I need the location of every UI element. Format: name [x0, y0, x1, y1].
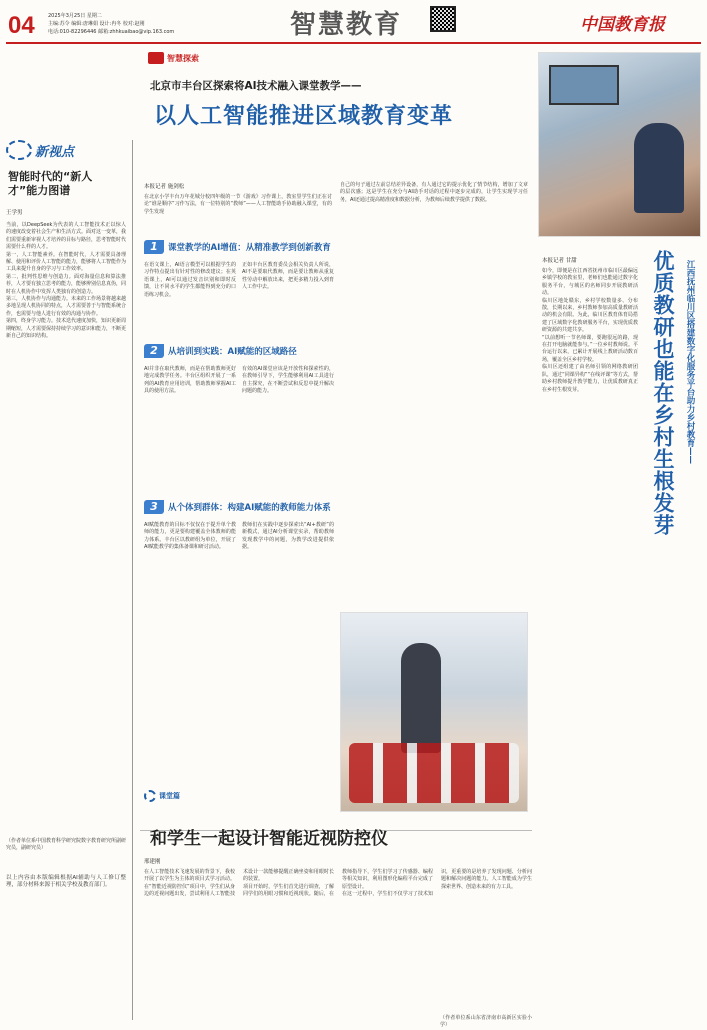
bottom-headline: 和学生一起设计智能近视防控仪	[150, 829, 388, 849]
section-2-col1: AI并非在取代教师，而是在帮助教师更好地完成教学任务。丰台区组织开展了一系列的AI教育应用培训，帮助教师掌握AI工具的使用方法。	[144, 366, 236, 395]
section-1-heading	[144, 240, 331, 254]
bottom-badge	[144, 790, 532, 802]
new-view-body: 当前，以DeepSeek为代表的人工智能技术正以惊人的速度改变着社会生产和生活方式。面对这一变革，我们需要重新审视人才培养的目标与路径，思考智能时代需要什么样的人才。 第一，人工智能素养。在智能时代，人才需要具备理解、使用和评价人工智能的能力，能够将人工智能作为工具来提升自身的学习与工作效率。 第二，批判性思维与创造力。面对海量信息和算法推荐，人才要有独立思考的能力，能够辨别信息真伪，同时在人机协作中发挥人类独有的创造力。 第三，人机协作与沟通能力。未来的工作场景将越来越多地呈现人机协同的特点，人才需要善于与智能系统合作，也需要与他人进行有效的沟通与协作。 第四，终身学习能力。技术迭代速度加快，知识更新周期缩短，人才需要保持持续学习的意识和能力，不断更新自己的知识结构。	[6, 222, 127, 340]
new-view-title: 智能时代的“新人才”能力图谱	[8, 170, 93, 197]
section-1-number: 1	[144, 240, 164, 254]
spiral-small-icon	[144, 790, 156, 802]
section-1-title: 课堂教学的AI增值：从精准教学到创新教育	[168, 243, 331, 253]
bottom-byline: 邢建刚	[144, 859, 161, 865]
student-figure	[634, 123, 684, 213]
new-view-footnote: （作者单位系中国教育科学研究院数字教育研究所副研究员，副研究员）	[6, 838, 127, 852]
main-headline: 以人工智能推进区域教育变革	[154, 104, 454, 129]
section-3-title: 从个体到群体：构建AI赋能的教师能力体系	[168, 503, 331, 513]
side-body: 如今，即便是在江西省抚州市临川区最偏远乡镇学校的教室里，老师们也能通过数字化服务平台，与城区的名师同步开展教研活动。 临川区地处赣东，乡村学校数量多、分布散，长期以来，乡村教师参加高质量教研活动的机会有限。为此，临川区教育体育局搭建了区域数字化教研服务平台，实现优质教研资源的共建共享。 “以前想听一节名师课，要跑很远的路，现在打开电脑就能参与。”一位乡村教师说。平台运行以来，已累计开展线上教研活动数百场，覆盖全区乡村学校。 临川区还组建了由名师引领的网络教研团队，通过“同课异构”“在线评课”等方式，帮助乡村教师提升教学能力，让优质教研真正在乡村生根发芽。	[542, 268, 638, 393]
section-3-number: 3	[144, 500, 164, 514]
main-kicker: 北京市丰台区探索将AI技术融入课堂教学——	[150, 80, 362, 92]
side-headline: 优质教研也能在乡村生根发芽	[651, 250, 675, 536]
spiral-icon	[6, 140, 32, 160]
section-3-heading	[144, 500, 331, 514]
page-number: 04	[8, 12, 35, 39]
bottom-body: 在人工智能技术飞速发展的背景下，我校开展了以学生为主体的项目式学习活动。在“智能近视防控仪”项目中，学生们从身边的近视问题出发，尝试利用人工智能技术设计一款能够提醒正确坐姿和用眼时长的装置。 项目开始时，学生们首先进行调查，了解同学们的用眼习惯和近视现状。随后，在教师指导下，学生们学习了传感器、编程等相关知识，利用图形化编程平台完成了原型设计。 在这一过程中，学生们不仅学习了技术知识，更重要的是培养了发现问题、分析问题和解决问题的能力。人工智能成为学生探索世界、创造未来的有力工具。	[144, 869, 532, 898]
section-2-heading	[144, 344, 297, 358]
section-3-col2: 教师们在实践中逐步探索出“AI+教研”的新模式，通过AI分析课堂实录，帮助教师发现教学中的问题，为教学改进提供依据。	[242, 522, 334, 551]
teacher-figure	[401, 643, 441, 753]
newspaper-name: 中国教育报	[580, 15, 665, 34]
bottom-footnote: （作者单位系山东省济南市高新区实验小学）	[440, 1015, 532, 1029]
contact-info: 电话:010-82296446 邮箱:zhhkuaibao@vip.163.com	[48, 29, 175, 35]
main-article	[140, 52, 532, 822]
section-2-col2: 有效的AI课堂应该是开放性和探索性的，在教师引导下，学生能够利用AI工具进行自主探究，在不断尝试和反思中提升解决问题的能力。	[242, 366, 334, 395]
section-2-number: 2	[144, 344, 164, 358]
section-title: 智慧教育	[290, 9, 403, 39]
classroom-photo	[340, 612, 528, 812]
editor-credits: 主编:苏令 编辑:唐琳娟 设计:冉冬 校对:赵刚	[48, 21, 145, 27]
new-view-label: 新视点	[35, 144, 75, 160]
main-badge	[148, 52, 532, 64]
section-1-col2: 正如丰台区教育委员会相关负责人所说，AI不是要取代教师，而是要让教师从重复性劳动中解放出来，把更多精力投入到育人工作中去。	[242, 262, 334, 291]
new-view-badge	[6, 140, 126, 160]
new-view-author: 王学男	[6, 210, 23, 216]
issue-date: 2025年3月25日 星期二	[48, 13, 102, 19]
badge-icon	[148, 52, 164, 64]
bottom-badge-label: 课堂篇	[159, 792, 180, 800]
new-view-column	[6, 140, 126, 1020]
side-kicker: 江西抚州临川区搭建数字化服务平台助力乡村教育——	[685, 260, 695, 464]
side-article	[538, 242, 701, 1022]
side-byline: 本报记者 甘甜	[542, 258, 577, 264]
section-3-col1: AI赋能教育的目标不仅仅在于提升单个教师的能力，更是要构建覆盖全体教师的能力体系。丰台区以教研组为单位，开展了AI赋能教学的集体备课和研讨活动。	[144, 522, 236, 551]
main-lead: 在北京小学丰台万年花城分校四年级的一节《游戏》习作课上，教室里学生们正在讨论“谁是顺序”习作写法，有一位特别的“教师”——人工智能助手协助融入课堂，有的学生发现	[144, 194, 332, 215]
main-col3-text: 自己的句子通过左前总结差异设备，有人通过它的提示优化了情节结构，增加了文章的层次感；这是学生在充分与AI助手对话的过程中逐步完成的，让学生实现学习任务，AI还通过提高精准度和数据分析，为教师后续教学提供了数据。	[340, 182, 528, 203]
bottom-article	[140, 790, 532, 1029]
left-divider	[132, 140, 133, 1020]
qr-code-icon	[430, 6, 456, 32]
screen-shape	[549, 65, 619, 105]
section-1-col1: 在语文课上，AI语言模型可以根据学生的习作特点提出有针对性的修改建议；在英语课上，AI可以通过发音识别和即时反馈，让不同水平的学生都能得到充分的口语练习机会。	[144, 262, 236, 298]
main-badge-label: 智慧探索	[167, 53, 199, 63]
rural-class-photo	[538, 52, 701, 237]
section-2-title: 从培训到实践：AI赋能的区域路径	[168, 347, 297, 357]
masthead-rule	[6, 42, 701, 44]
main-byline: 本报记者 施剑松	[144, 184, 185, 190]
left-notes: 以上内容由本版编辑根据AI辅助与人工修订整理，部分材料来源于相关学校及教育部门。	[6, 874, 126, 889]
